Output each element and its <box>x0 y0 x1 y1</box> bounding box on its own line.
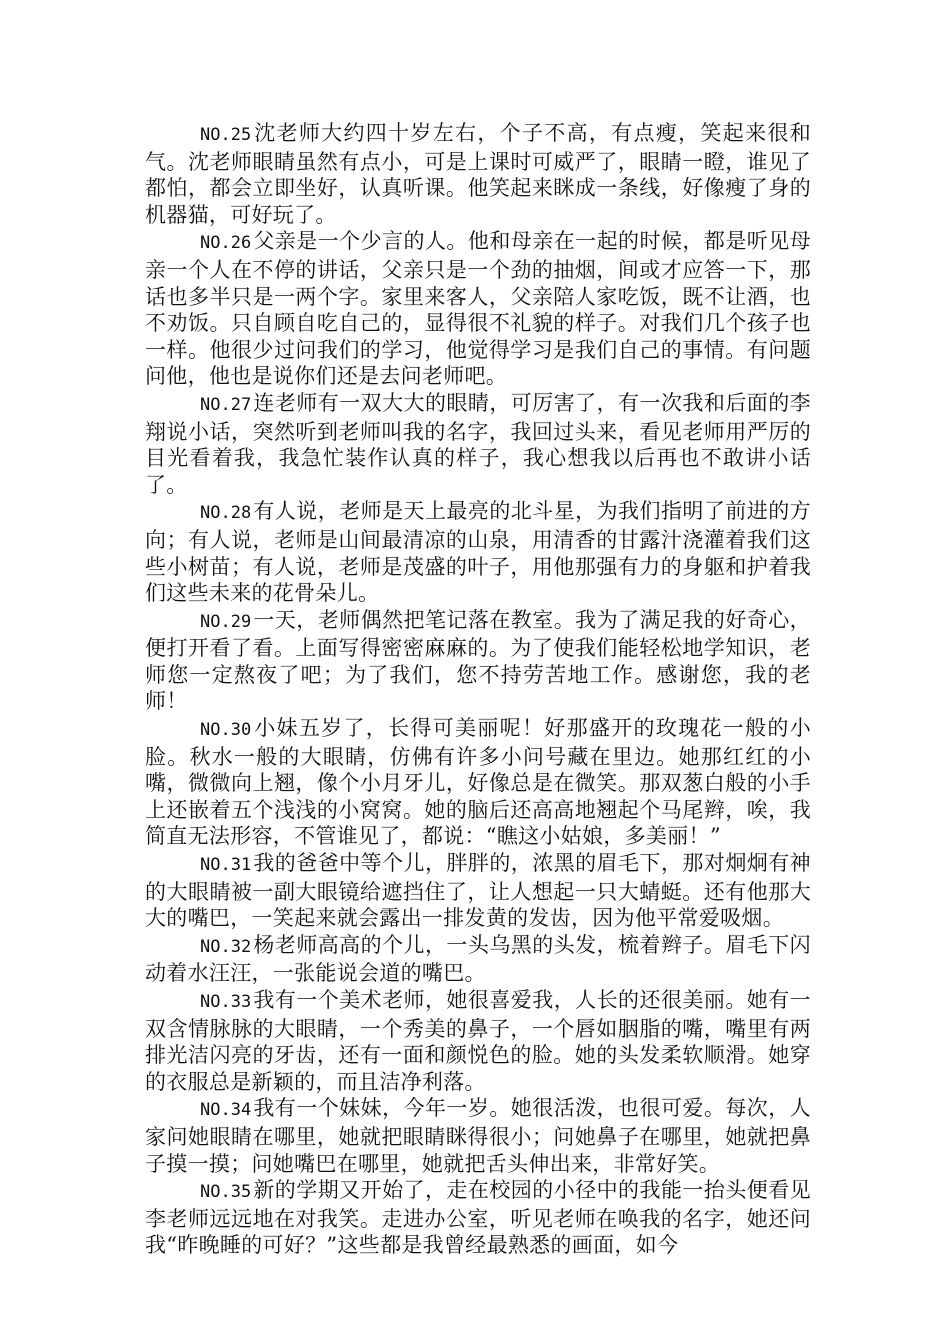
paragraph-number: NO.27 <box>200 394 252 415</box>
paragraph-35 <box>145 1177 811 1259</box>
paragraph-26 <box>145 228 811 390</box>
paragraph-31 <box>145 850 811 932</box>
document-body <box>145 120 811 1259</box>
paragraph-number: NO.30 <box>200 720 252 741</box>
paragraph-number: NO.33 <box>200 992 252 1012</box>
paragraph-number: NO.28 <box>200 503 252 524</box>
paragraph-34 <box>145 1095 811 1177</box>
paragraph-25 <box>145 120 811 228</box>
paragraph-text: 有人说，老师是天上最亮的北斗星，为我们指明了前进的方向；有人说，老师是山间最清凉的山泉，用清香的甘露汁浇灌着我们这些小树苗；有人说，老师是茂盛的叶子，用他那强有力的身躯和护着我们这些未来的花骨朵儿。 <box>145 499 811 606</box>
paragraph-29 <box>145 607 811 715</box>
paragraph-text: 我有一个美术老师，她很喜爱我，人长的还很美丽。她有一双含情脉脉的大眼睛，一个秀美的鼻子，一个唇如胭脂的嘴，嘴里有两排光洁闪亮的牙齿，还有一面和颜悦色的脸。她的头发柔软顺滑。她穿的衣服总是新颖的，而且洁净利落。 <box>145 988 811 1094</box>
paragraph-number: NO.25 <box>200 125 252 145</box>
paragraph-text: 杨老师高高的个儿，一头乌黑的头发，梳着辫子。眉毛下闪动着水汪汪，一张能说会道的嘴巴。 <box>145 932 811 986</box>
paragraph-text: 小妹五岁了，长得可美丽呢！好那盛开的玫瑰花一般的小脸。秋水一般的大眼睛，仿佛有许多小问号藏在里边。她那红红的小嘴，微微向上翘，像个小月牙儿，好像总是在微笑。那双葱白般的小手上还嵌着五个浅浅的小窝窝。她的脑后还高高地翘起个马尾辫，唉，我简直无法形容，不管谁见了，都说：“瞧这小姑娘，多美丽！” <box>145 716 811 849</box>
paragraph-27 <box>145 390 811 498</box>
paragraph-number: NO.26 <box>200 233 252 254</box>
paragraph-text: 父亲是一个少言的人。他和母亲在一起的时候，都是听见母亲一个人在不停的讲话，父亲只是一个劲的抽烟，间或才应答一下，那话也多半只是一两个字。家里来客人，父亲陪人家吃饭，既不让酒，也不劝饭。只自顾自吃自己的，显得很不礼貌的样子。对我们几个孩子也一样。他很少过问我们的学习，他觉得学习是我们自己的事情。有问题问他，他也是说你们还是去问老师吧。 <box>145 229 811 389</box>
paragraph-33 <box>145 987 811 1095</box>
paragraph-text: 一天，老师偶然把笔记落在教室。我为了满足我的好奇心，便打开看了看。上面写得密密麻麻的。为了使我们能轻松地学知识，老师您一定熬夜了吧；为了我们，您不持劳苦地工作。感谢您，我的老师！ <box>145 607 811 714</box>
paragraph-number: NO.34 <box>200 1100 252 1121</box>
paragraph-number: NO.31 <box>200 855 252 876</box>
paragraph-number: NO.32 <box>200 936 252 957</box>
paragraph-text: 新的学期又开始了，走在校园的小径中的我能一抬头便看见李老师远远地在对我笑。走进办公室，听见老师在唤我的名字，她还问我“昨晚睡的可好？”这些都是我曾经最熟悉的画面，如今 <box>145 1178 811 1258</box>
paragraph-28 <box>145 498 811 606</box>
paragraph-text: 沈老师大约四十岁左右，个子不高，有点瘦，笑起来很和气。沈老师眼睛虽然有点小，可是上课时可威严了，眼睛一瞪，谁见了都怕，都会立即坐好，认真听课。他笑起来眯成一条线，好像瘦了身的机器猫，可好玩了。 <box>145 121 811 227</box>
paragraph-number: NO.35 <box>200 1182 252 1203</box>
paragraph-text: 连老师有一双大大的眼睛，可厉害了，有一次我和后面的李翔说小话，突然听到老师叫我的名字，我回过头来，看见老师用严厉的目光看着我，我急忙装作认真的样子，我心想我以后再也不敢讲小话了。 <box>145 390 811 497</box>
paragraph-text: 我有一个妹妹，今年一岁。她很活泼，也很可爱。每次，人家问她眼睛在哪里，她就把眼睛眯得很小；问她鼻子在哪里，她就把鼻子摸一摸；问她嘴巴在哪里，她就把舌头伸出来，非常好笑。 <box>145 1096 811 1176</box>
paragraph-text: 我的爸爸中等个儿，胖胖的，浓黑的眉毛下，那对炯炯有神的大眼睛被一副大眼镜给遮挡住了，让人想起一只大蜻蜓。还有他那大大的嘴巴，一笑起来就会露出一排发黄的发齿，因为他平常爱吸烟。 <box>145 851 811 931</box>
paragraph-number: NO.29 <box>200 611 252 632</box>
paragraph-32 <box>145 932 811 987</box>
paragraph-30 <box>145 715 811 850</box>
